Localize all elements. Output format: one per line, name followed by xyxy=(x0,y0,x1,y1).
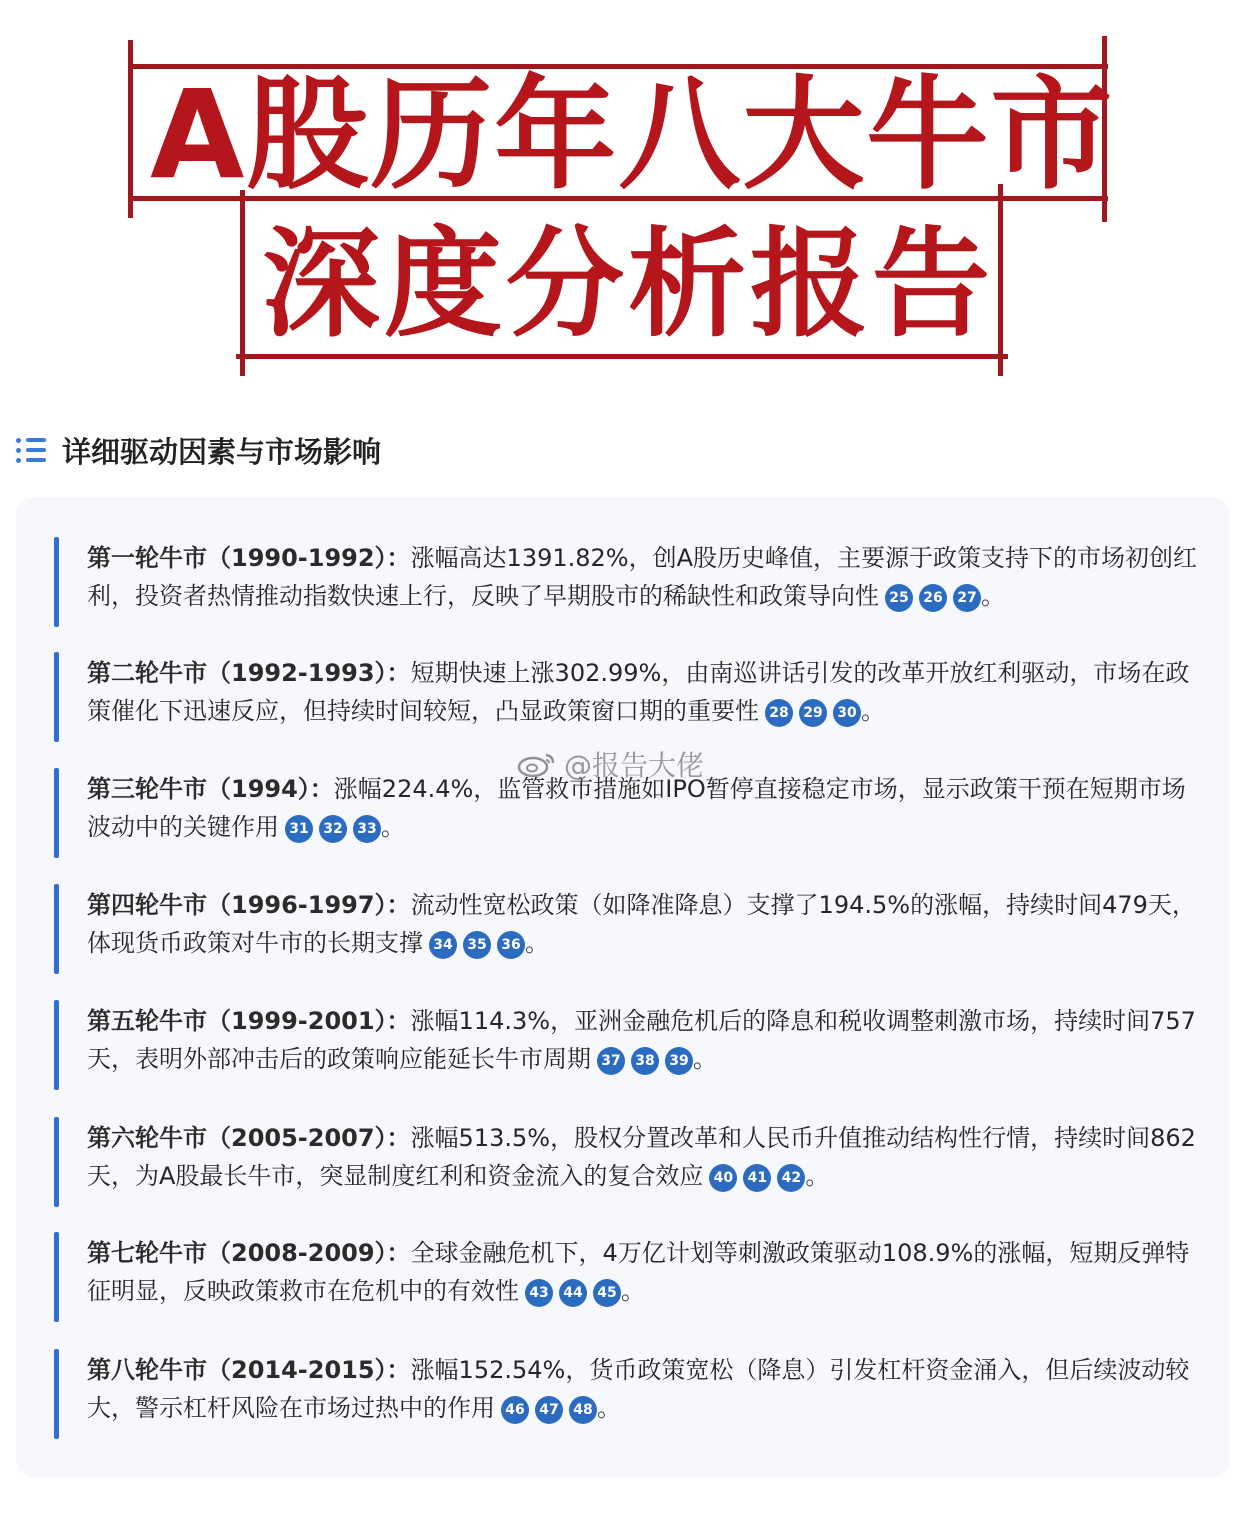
item-end: 。 xyxy=(805,1162,830,1190)
frame-line xyxy=(240,190,245,376)
frame-line xyxy=(998,184,1003,376)
reference-badge[interactable]: 41 xyxy=(743,1164,771,1192)
accent-bar xyxy=(54,884,59,974)
item-end: 。 xyxy=(861,697,885,725)
item-body: 涨幅114.3%，亚洲金融危机后的降息和税收调整刺激市场，持续时间757天，表明外部冲击后的政策响应能延长牛市周期 xyxy=(87,1007,1196,1073)
item-text xyxy=(87,1349,1204,1427)
reference-badge[interactable]: 35 xyxy=(463,931,491,959)
reference-badge[interactable]: 36 xyxy=(497,931,525,959)
item-text xyxy=(87,537,1204,615)
item-body: 短期快速上涨302.99%，由南巡讲话引发的改革开放红利驱动，市场在政策催化下迅速反应，但持续时间较短，凸显政策窗口期的重要性 xyxy=(87,659,1190,725)
item-heading: 第二轮牛市（1992-1993）： xyxy=(87,659,411,687)
reference-badge[interactable]: 46 xyxy=(501,1396,529,1424)
reference-badge[interactable]: 27 xyxy=(953,584,981,612)
item-heading: 第七轮牛市（2008-2009）： xyxy=(87,1239,411,1267)
list-item xyxy=(54,652,1204,742)
item-heading: 第五轮牛市（1999-2001）： xyxy=(87,1007,411,1035)
reference-badge[interactable]: 31 xyxy=(285,815,313,843)
watermark-text: @报告大佬 xyxy=(564,749,705,782)
reference-badge[interactable]: 32 xyxy=(319,815,347,843)
item-body: 涨幅152.54%，货币政策宽松（降息）引发杠杆资金涌入，但后续波动较大，警示杠杆风险在市场过热中的作用 xyxy=(87,1356,1190,1422)
item-text xyxy=(87,1117,1204,1195)
reference-badge[interactable]: 47 xyxy=(535,1396,563,1424)
reference-badge[interactable]: 43 xyxy=(525,1279,553,1307)
reference-badge[interactable]: 25 xyxy=(885,584,913,612)
accent-bar xyxy=(54,1232,59,1322)
reference-badge[interactable]: 29 xyxy=(799,699,827,727)
frame-line xyxy=(128,40,133,218)
accent-bar xyxy=(54,1000,59,1090)
title-line-2: 深度分析报告 xyxy=(262,215,995,353)
reference-badge[interactable]: 45 xyxy=(593,1279,621,1307)
section-header xyxy=(16,426,381,474)
reference-badge[interactable]: 42 xyxy=(777,1164,805,1192)
item-heading: 第六轮牛市（2005-2007）： xyxy=(87,1124,411,1152)
weibo-logo-icon xyxy=(516,750,558,778)
item-text xyxy=(87,1000,1204,1078)
item-body: 涨幅224.4%，监管救市措施如IPO暂停直接稳定市场，显示政策干预在短期市场波动中的关键作用 xyxy=(87,775,1186,841)
accent-bar xyxy=(54,768,59,858)
item-text xyxy=(87,652,1204,730)
item-end: 。 xyxy=(597,1394,621,1422)
reference-badge[interactable]: 39 xyxy=(665,1047,693,1075)
reference-badge[interactable]: 38 xyxy=(631,1047,659,1075)
list-item xyxy=(54,1000,1204,1090)
item-end: 。 xyxy=(381,813,405,841)
title-line-1: A股历年八大牛市 xyxy=(150,64,1115,206)
title-banner xyxy=(0,0,1242,400)
reference-badge[interactable]: 28 xyxy=(765,699,793,727)
reference-badge[interactable]: 37 xyxy=(597,1047,625,1075)
list-item xyxy=(54,1232,1204,1322)
watermark xyxy=(516,744,704,784)
list-item xyxy=(54,1349,1204,1439)
reference-badge[interactable]: 34 xyxy=(429,931,457,959)
list-item xyxy=(54,884,1204,974)
item-text xyxy=(87,1232,1204,1310)
item-end: 。 xyxy=(525,929,549,957)
item-heading: 第八轮牛市（2014-2015）： xyxy=(87,1356,411,1384)
item-heading: 第四轮牛市（1996-1997）： xyxy=(87,891,411,919)
item-body: 涨幅513.5%，股权分置改革和人民币升值推动结构性行情，持续时间862天，为A股最长牛市，突显制度红利和资金流入的复合效应 xyxy=(87,1124,1196,1190)
item-body: 流动性宽松政策（如降准降息）支撑了194.5%的涨幅，持续时间479天，体现货币政策对牛市的长期支撑 xyxy=(87,891,1196,957)
section-title: 详细驱动因素与市场影响 xyxy=(62,434,382,469)
item-end: 。 xyxy=(693,1045,717,1073)
item-end: 。 xyxy=(621,1277,645,1305)
list-icon xyxy=(16,437,48,463)
reference-badge[interactable]: 26 xyxy=(919,584,947,612)
item-end: 。 xyxy=(981,582,1005,610)
reference-badge[interactable]: 40 xyxy=(709,1164,737,1192)
accent-bar xyxy=(54,1117,59,1207)
reference-badge[interactable]: 48 xyxy=(569,1396,597,1424)
item-text xyxy=(87,884,1204,962)
accent-bar xyxy=(54,537,59,627)
accent-bar xyxy=(54,1349,59,1439)
reference-badge[interactable]: 33 xyxy=(353,815,381,843)
item-body: 涨幅高达1391.82%，创A股历史峰值，主要源于政策支持下的市场初创红利，投资者热情推动指数快速上行，反映了早期股市的稀缺性和政策导向性 xyxy=(87,544,1198,610)
list-item xyxy=(54,1117,1204,1207)
list-item xyxy=(54,537,1204,627)
reference-badge[interactable]: 44 xyxy=(559,1279,587,1307)
item-heading: 第一轮牛市（1990-1992）： xyxy=(87,544,411,572)
frame-line xyxy=(236,354,1008,359)
item-body: 全球金融危机下，4万亿计划等刺激政策驱动108.9%的涨幅，短期反弹特征明显，反映政策救市在危机中的有效性 xyxy=(87,1239,1190,1305)
accent-bar xyxy=(54,652,59,742)
reference-badge[interactable]: 30 xyxy=(833,699,861,727)
item-heading: 第三轮牛市（1994）： xyxy=(87,775,334,803)
content-card xyxy=(16,497,1230,1477)
